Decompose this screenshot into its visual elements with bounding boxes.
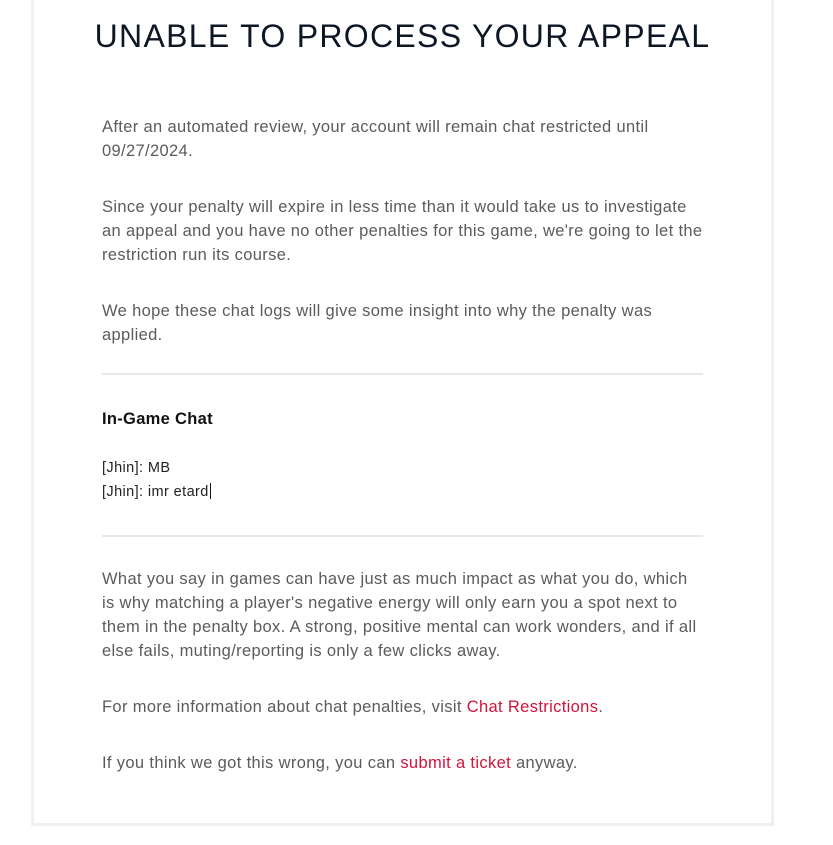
chat-logs-intro-paragraph	[102, 299, 705, 347]
submit-ticket-paragraph	[102, 751, 705, 775]
chat-restrictions-link[interactable]: Chat Restrictions	[466, 698, 599, 716]
submit-ticket-prefix: If you think we got this wrong, you can	[102, 754, 401, 772]
chat-line-text: [Jhin]: imr etard	[102, 484, 209, 500]
submit-ticket-suffix: anyway.	[511, 754, 578, 772]
submit-ticket-link[interactable]: submit a ticket	[400, 754, 512, 772]
behavior-advice-text: What you say in games can have just as much impact as what you do, which is why matching a player's negative energy will only earn you a spot next to them in the penalty box. A strong, positive mental can work wonders, and if all else fails, muting/reporting is only a few clicks away.	[102, 570, 697, 660]
more-info-prefix: For more information about chat penalties, visit	[102, 698, 467, 716]
page-title: UNABLE TO PROCESS YOUR APPEAL	[94, 18, 711, 54]
chat-line-with-caret	[102, 480, 211, 504]
chat-line: [Jhin]: MB	[102, 460, 171, 476]
penalty-explanation-paragraph	[102, 195, 705, 267]
divider-bottom	[102, 535, 703, 537]
behavior-advice-paragraph	[102, 567, 705, 663]
penalty-explanation-text: Since your penalty will expire in less time than it would take us to investigate an appeal and you have no other penalties for this game, we're going to let the restriction run its course.	[102, 198, 703, 264]
chat-log-heading: In-Game Chat	[102, 410, 213, 428]
text-caret	[210, 483, 211, 499]
chat-log[interactable]	[102, 456, 211, 504]
more-info-suffix: .	[598, 698, 604, 716]
more-info-paragraph	[102, 695, 705, 719]
restriction-notice-text: After an automated review, your account will remain chat restricted until 09/27/2024.	[102, 118, 649, 160]
divider-top	[102, 373, 703, 375]
chat-logs-intro-text: We hope these chat logs will give some insight into why the penalty was applied.	[102, 302, 653, 344]
restriction-notice-paragraph	[102, 115, 705, 163]
appeal-card	[31, 0, 774, 826]
